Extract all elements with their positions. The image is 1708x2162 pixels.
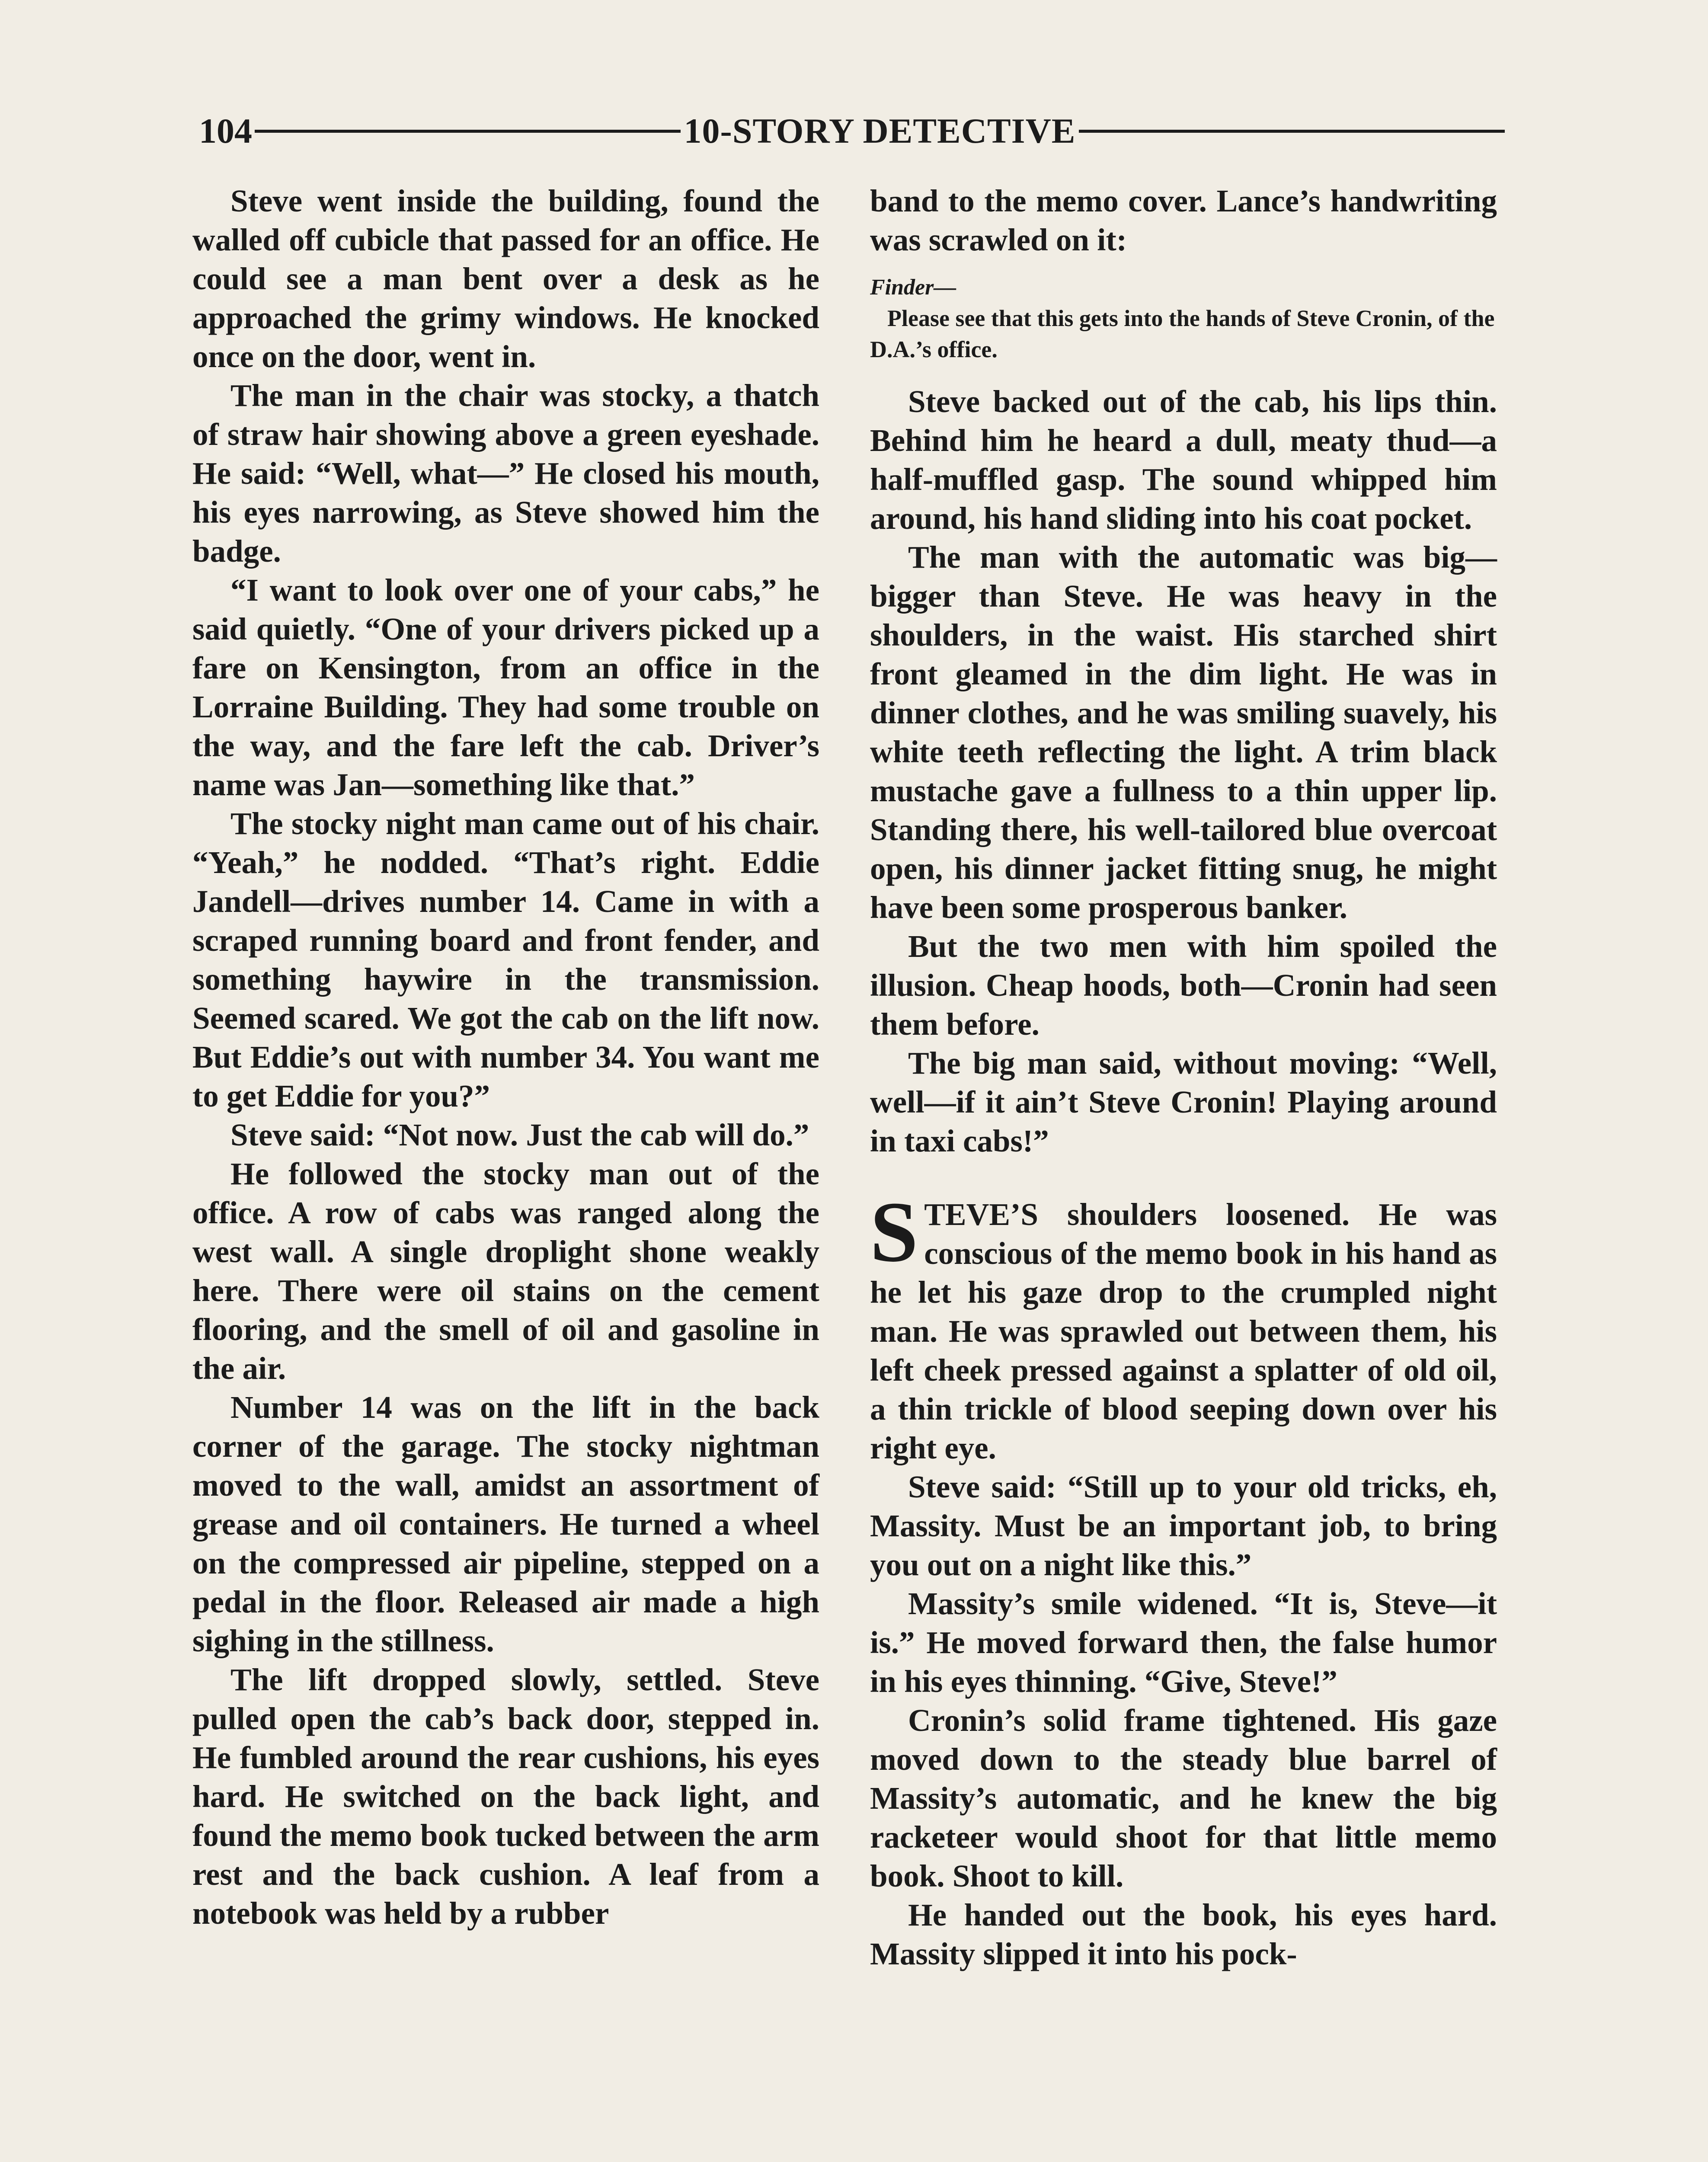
handwritten-note [870, 272, 1497, 365]
paragraph: But the two men with him spoiled the illusion. Cheap hoods, both—Cronin had seen them before. [870, 929, 1497, 1042]
note-text: Please see that this gets into the hands of Steve Cronin, of the D.A.’s office. [870, 305, 1495, 362]
header-rule-left [255, 130, 681, 133]
right-column [870, 182, 1497, 1973]
paragraph: The stocky night man came out of his chair. “Yeah,” he nodded. “That’s right. Eddie Jandell—drives number 14. Came in with a scraped running board and front fender, and something haywire in the transmission. Seemed scared. We got the cab on the lift now. But Eddie’s out with number 34. You want me to get Eddie for you?” [192, 806, 819, 1113]
paragraph: The man in the chair was stocky, a thatch of straw hair showing above a green eyeshade. He said: “Well, what—” He closed his mouth, his eyes narrowing, as Steve showed him the badge. [192, 378, 819, 569]
magazine-title: 10-STORY DETECTIVE [684, 111, 1076, 150]
paragraph: Number 14 was on the lift in the back corner of the garage. The stocky nightman moved to the wall, amidst an assortment of grease and oil containers. He turned a wheel on the compressed air pipeline, stepped on a pedal in the floor. Released air made a high sighing in the stillness. [192, 1390, 819, 1658]
running-header [199, 107, 1505, 155]
note-label: Finder— [870, 275, 956, 300]
section-first-paragraph [870, 1184, 1497, 1468]
paragraph: He handed out the book, his eyes hard. Massity slipped it into his pock- [870, 1897, 1497, 1971]
left-column [192, 182, 819, 1933]
paragraph: “I want to look over one of your cabs,” he said quietly. “One of your drivers picked up a fare on Kensington, from an office in the Lorraine Building. They had some trouble on the way, and the fare left the cab. Driver’s name was Jan—something like that.” [192, 572, 819, 802]
drop-cap: S [870, 1184, 918, 1280]
section-first-text: TEVE’S shoulders loosened. He was conscious of the memo book in his hand as he let his gaze drop to the crumpled night man. He was sprawled out between them, his left cheek pressed against a splatter of old oil, a thin trickle of blood seeping down over his right eye. [870, 1197, 1497, 1465]
paragraph: Steve backed out of the cab, his lips thin. Behind him he heard a dull, meaty thud—a half-muffled gasp. The sound whipped him around, his hand sliding into his coat pocket. [870, 384, 1497, 536]
paragraph: Cronin’s solid frame tightened. His gaze moved down to the steady blue barrel of Massity’s automatic, and he knew the big racketeer would shoot for that little memo book. Shoot to kill. [870, 1703, 1497, 1893]
paragraph-continued: band to the memo cover. Lance’s handwriting was scrawled on it: [870, 183, 1497, 257]
paragraph: Massity’s smile widened. “It is, Steve—it is.” He moved forward then, the false humor in his eyes thinning. “Give, Steve!” [870, 1586, 1497, 1699]
paragraph: The man with the automatic was big—bigger than Steve. He was heavy in the shoulders, in the waist. His starched shirt front gleamed in the dim light. He was in dinner clothes, and he was smiling suavely, his white teeth reflecting the light. A trim black mustache gave a fullness to a thin upper lip. Standing there, his well-tailored blue overcoat open, his dinner jacket fitting snug, he might have been some prosperous banker. [870, 540, 1497, 925]
paragraph: The lift dropped slowly, settled. Steve pulled open the cab’s back door, stepped in. He fumbled around the rear cushions, his eyes hard. He switched on the back light, and found the memo book tucked between the arm rest and the back cushion. A leaf from a notebook was held by a rubber [192, 1662, 819, 1931]
paragraph: Steve went inside the building, found the walled off cubicle that passed for an office. He could see a man bent over a desk as he approached the grimy windows. He knocked once on the door, went in. [192, 183, 819, 374]
page-number: 104 [199, 111, 252, 150]
paragraph: Steve said: “Still up to your old tricks, eh, Massity. Must be an important job, to bring you out on a night like this.” [870, 1469, 1497, 1582]
paragraph: He followed the stocky man out of the office. A row of cabs was ranged along the west wall. A single droplight shone weakly here. There were oil stains on the cement flooring, and the smell of oil and gasoline in the air. [192, 1156, 819, 1386]
paragraph: Steve said: “Not now. Just the cab will do.” [230, 1117, 809, 1152]
paragraph: The big man said, without moving: “Well, well—if it ain’t Steve Cronin! Playing around in taxi cabs!” [870, 1046, 1497, 1158]
header-rule-right [1079, 130, 1505, 133]
